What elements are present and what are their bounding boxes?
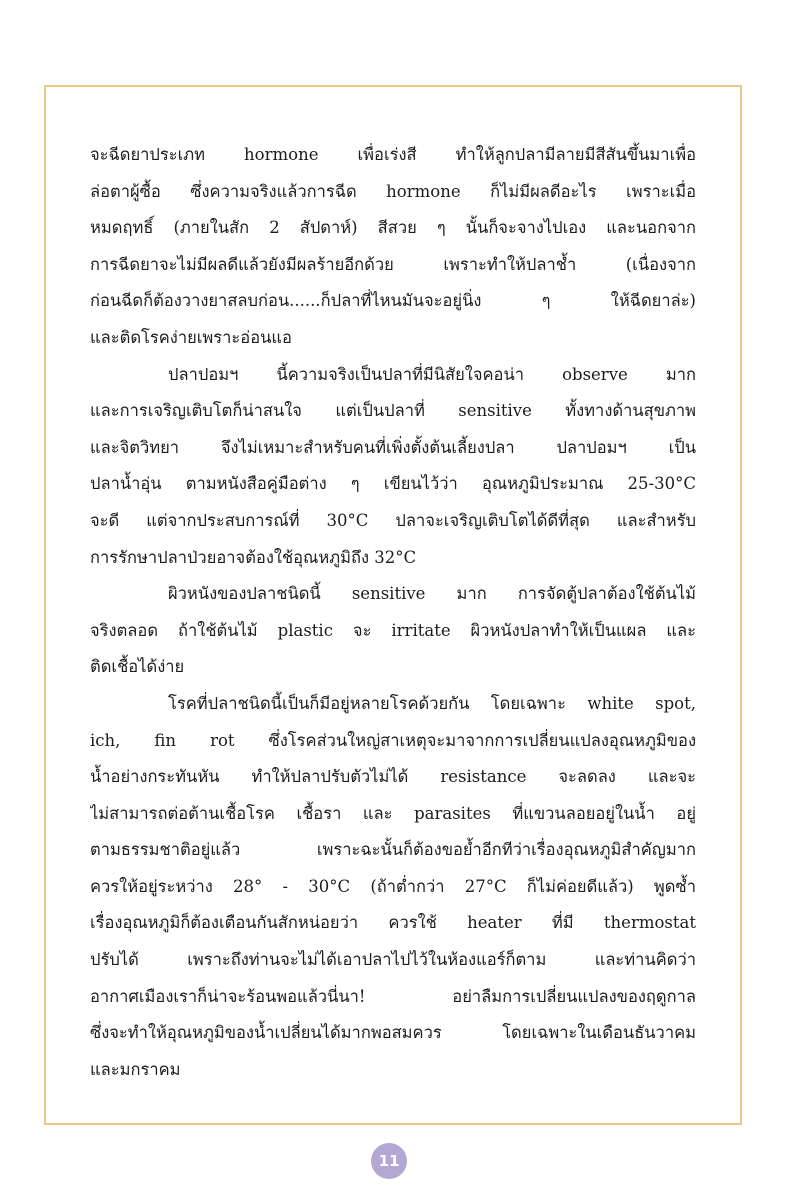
text-line: การรักษาปลาป่วยอาจต้องใช้อุณหภูมิถึง 32°C — [90, 547, 417, 567]
text-line: และติดโรคง่ายเพราะอ่อนแอ — [90, 327, 292, 347]
text-line: และมกราคม — [90, 1059, 181, 1079]
text-line: เรื่องอุณหภูมิก็ต้องเตือนกันสักหน่อยว่า ควรใช้ heater ที่มี thermostat — [90, 913, 696, 933]
text-line: และการเจริญเติบโตก็น่าสนใจ แต่เป็นปลาที่ sensitive ทั้งทางด้านสุขภาพ — [90, 401, 696, 421]
text-line: ผิวหนังของปลาชนิดนี้ sensitive มาก การจัดตู้ปลาต้องใช้ต้นไม้ — [168, 584, 696, 604]
text-line: อากาศเมืองเราก็น่าจะร้อนพอแล้วนี่นา! อย่าลืมการเปลี่ยนแปลงของฤดูกาล — [90, 986, 696, 1006]
paragraph-3 — [90, 576, 696, 686]
text-line: จะดี แต่จากประสบการณ์ที่ 30°C ปลาจะเจริญเติบโตได้ดีที่สุด และสำหรับ — [90, 510, 696, 530]
text-line: ich, fin rot ซึ่งโรคส่วนใหญ่สาเหตุจะมาจากการเปลี่ยนแปลงอุณหภูมิของ — [90, 730, 696, 750]
text-line: ซึ่งจะทำให้อุณหภูมิของน้ำเปลี่ยนได้มากพอสมควร โดยเฉพาะในเดือนธันวาคม — [90, 1023, 696, 1043]
text-line: โรคที่ปลาชนิดนี้เป็นก็มีอยู่หลายโรคด้วยกัน โดยเฉพาะ white spot, — [168, 693, 696, 713]
paragraph-4 — [90, 686, 696, 1089]
text-line: จะฉีดยาประเภท hormone เพื่อเร่งสี ทำให้ลูกปลามีลายมีสีสันขึ้นมาเพื่อ — [90, 145, 696, 164]
text-line: จริงตลอด ถ้าใช้ต้นไม้ plastic จะ irritate ผิวหนังปลาทำให้เป็นแผล และ — [90, 620, 696, 640]
text-line: การฉีดยาจะไม่มีผลดีแล้วยังมีผลร้ายอีกด้วย เพราะทำให้ปลาช้ำ (เนื่องจาก — [90, 254, 696, 274]
text-line: ตามธรรมชาติอยู่แล้ว เพราะฉะนั้นก็ต้องขอย้ำอีกทีว่าเรื่องอุณหภูมิสำคัญมาก — [90, 840, 696, 860]
paragraph-1 — [90, 137, 696, 357]
text-line: ปลาปอมฯ นี้ความจริงเป็นปลาที่มีนิสัยใจคอน่า observe มาก — [168, 364, 696, 384]
text-line: และจิตวิทยา จึงไม่เหมาะสำหรับคนที่เพิ่งตั้งต้นเลี้ยงปลา ปลาปอมฯ เป็น — [90, 437, 696, 457]
text-line: ติดเชื้อได้ง่าย — [90, 657, 185, 677]
text-line: ปรับได้ เพราะถึงท่านจะไม่ได้เอาปลาไปไว้ในห้องแอร์ก็ตาม และท่านคิดว่า — [90, 950, 696, 970]
paragraph-2 — [90, 357, 696, 577]
text-line: ก่อนฉีดก็ต้องวางยาสลบก่อน......ก็ปลาที่ไหนมันจะอยู่นิ่ง ๆ ให้ฉีดยาล่ะ) — [90, 291, 696, 311]
page-number-badge: 11 — [371, 1143, 407, 1179]
text-line: ล่อตาผู้ซื้อ ซึ่งความจริงแล้วการฉีด hormone ก็ไม่มีผลดีอะไร เพราะเมื่อ — [90, 181, 696, 201]
text-line: หมดฤทธิ์ (ภายในสัก 2 สัปดาห์) สีสวย ๆ นั้นก็จะจางไปเอง และนอกจาก — [90, 218, 696, 238]
text-line: ไม่สามารถต่อต้านเชื้อโรค เชื้อรา และ parasites ที่แขวนลอยอยู่ในน้ำ อยู่ — [90, 803, 696, 823]
document-body — [90, 137, 696, 1088]
text-line: ปลาน้ำอุ่น ตามหนังสือคู่มือต่าง ๆ เขียนไว้ว่า อุณหภูมิประมาณ 25-30°C — [90, 474, 696, 494]
text-line: น้ำอย่างกระทันหัน ทำให้ปลาปรับตัวไม่ได้ resistance จะลดลง และจะ — [90, 767, 696, 787]
text-line: ควรให้อยู่ระหว่าง 28° - 30°C (ถ้าต่ำกว่า 27°C ก็ไม่ค่อยดีแล้ว) พูดซ้ำ — [90, 876, 696, 896]
